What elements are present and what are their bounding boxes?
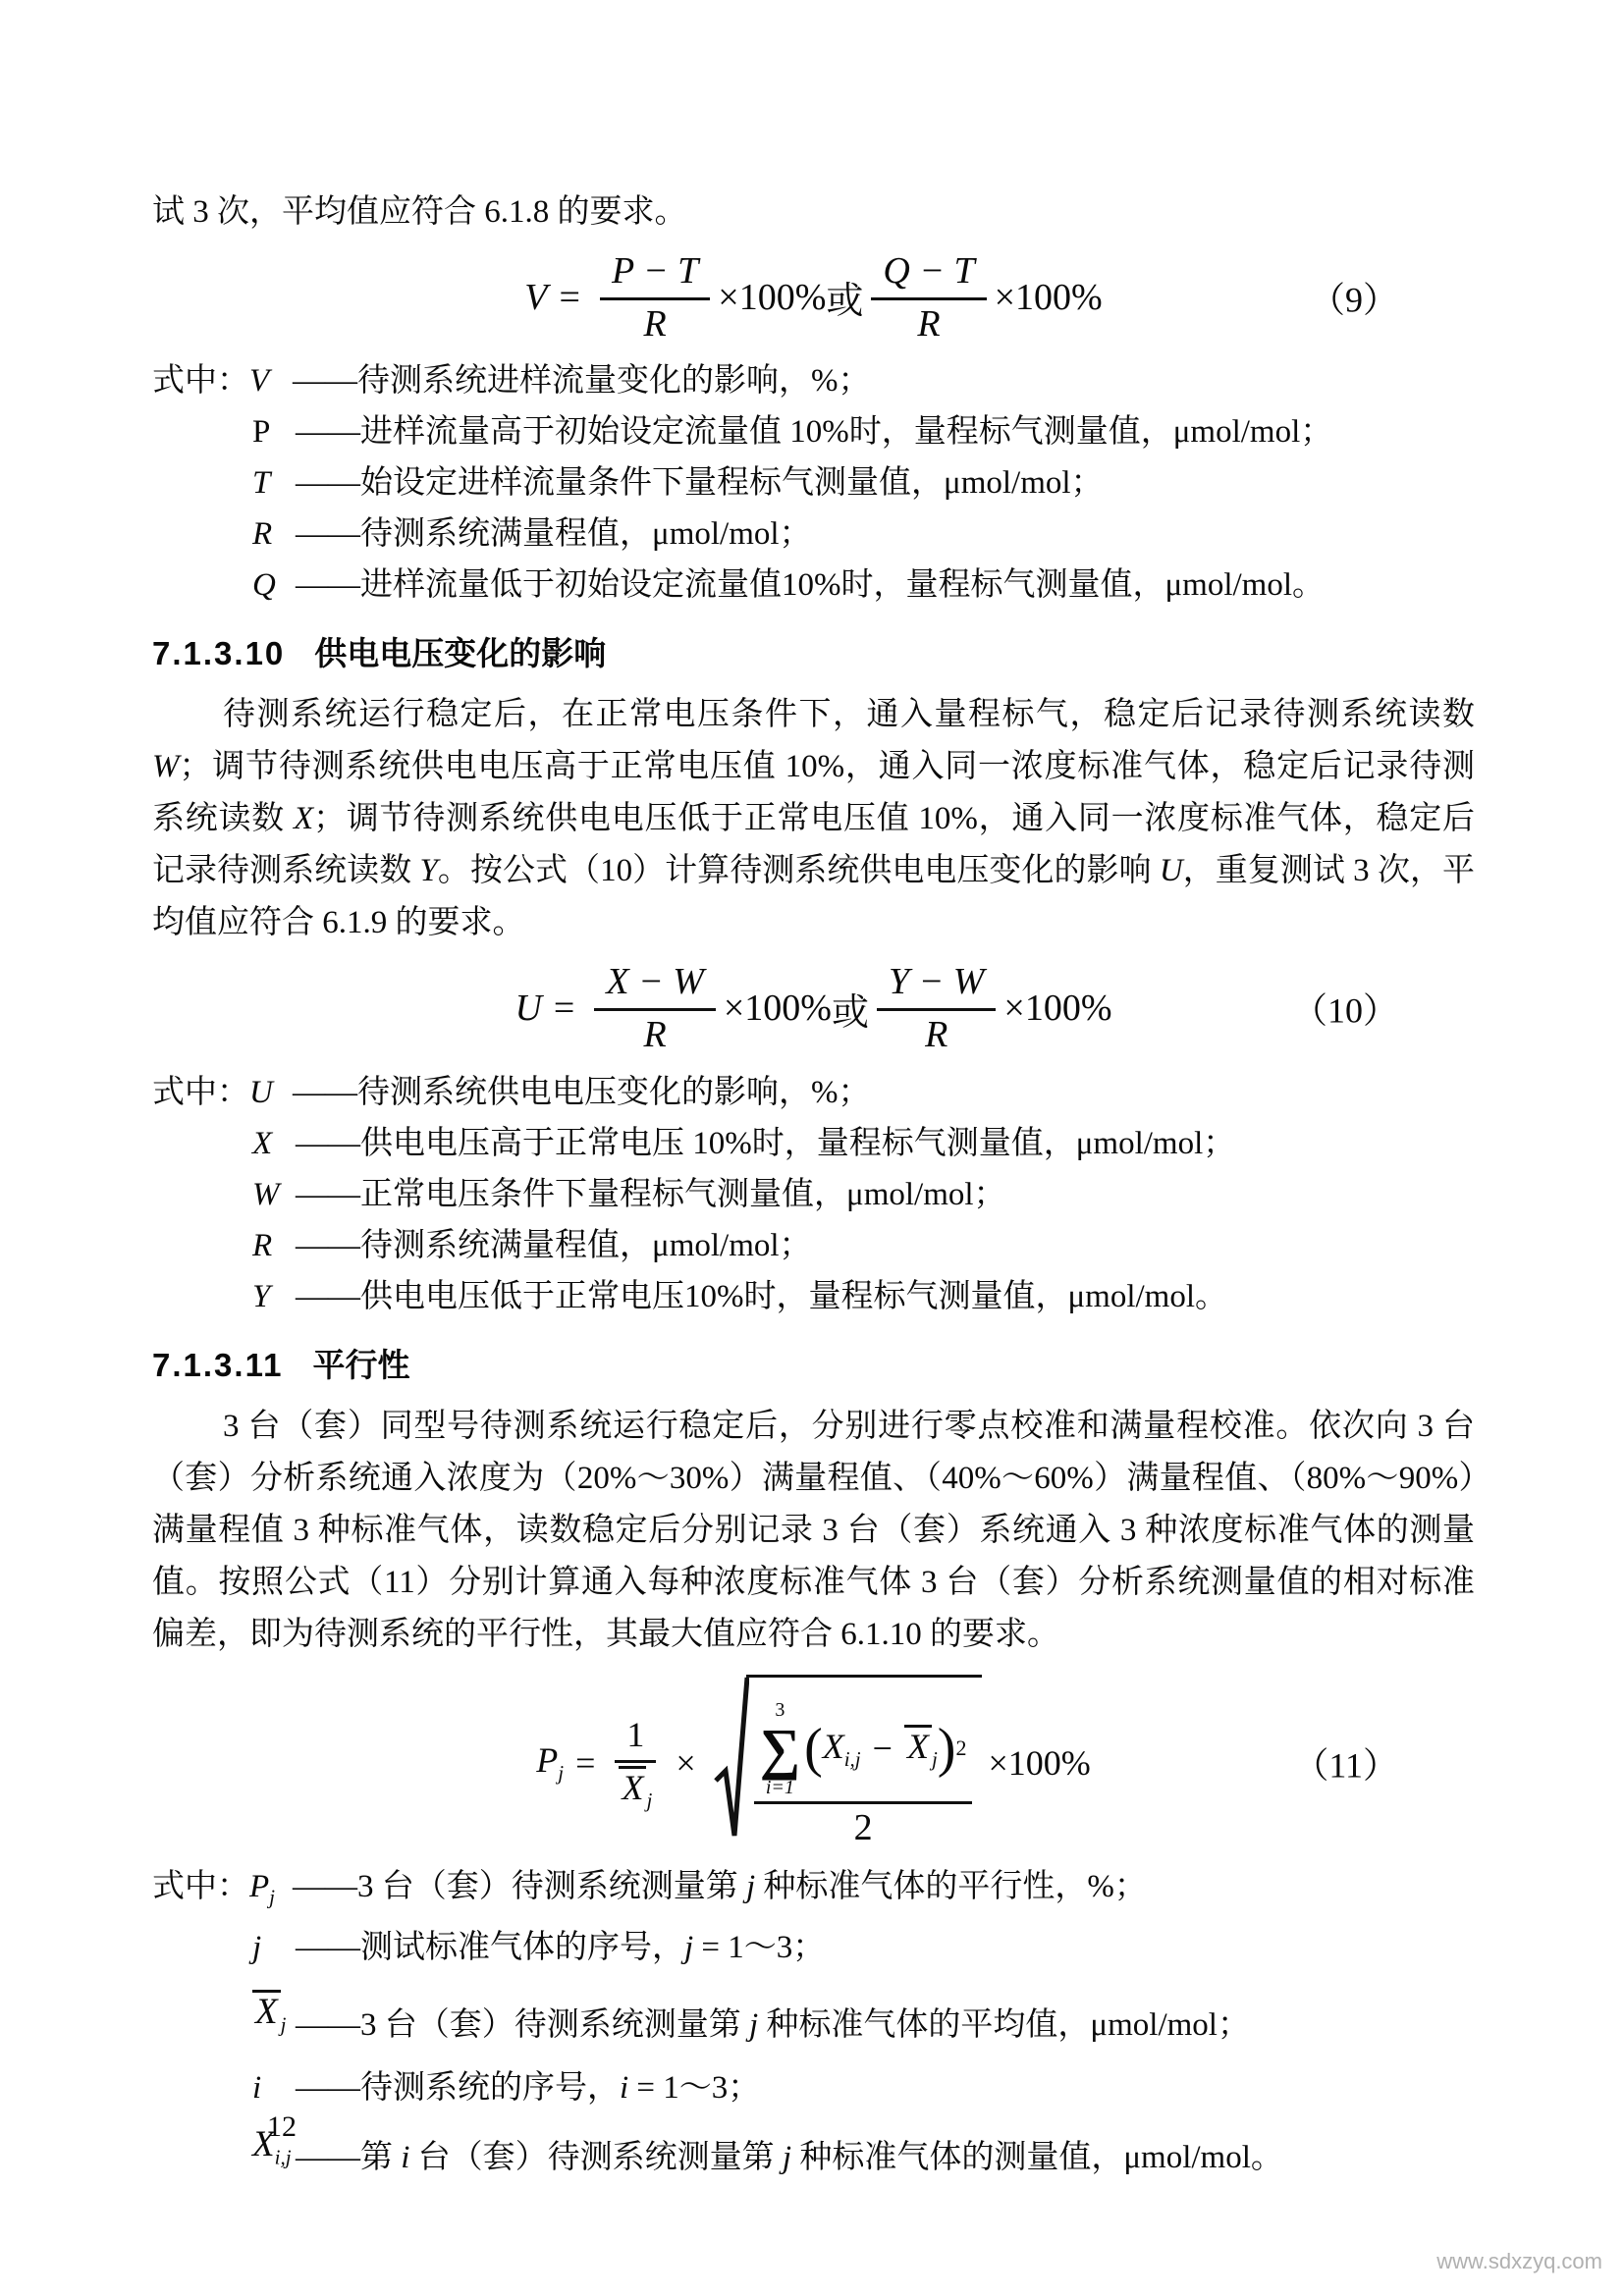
radicand [746,1675,983,1851]
def-description: ——测试标准气体的序号，j = 1～3； [296,1930,826,1966]
fraction-denominator: R [917,302,941,345]
fraction-numerator: X − W [594,959,716,1011]
def-description: ——待测系统满量程值，μmol/mol； [296,516,812,553]
def-term: R [252,516,273,553]
square-root [714,1675,983,1851]
def-term-X-bar-j: X $_j$ [252,1987,296,2050]
radicand-numerator [754,1700,973,1804]
definition-row [152,1922,1475,1973]
def-term-P-j: $P_j$ [249,1868,276,1909]
fraction [877,959,996,1056]
def-description: ——始设定进样流量条件下量程标气测量值，μmol/mol； [296,465,1104,502]
def-prefix: 式中： [152,363,249,400]
def-prefix: 式中： [152,1074,249,1110]
paragraph-voltage-test: 待测系统运行稳定后，在正常电压条件下，通入量程标气，稳定后记录待测系统读数 W；调节待测系统供电电压高于正常电压值 10%，通入同一浓度标准气体，稳定后记录待测系统读数 X；调节待测系统供电电压低于正常电压值 10%，通入同一浓度标准气体，稳定后记录待测系统读数 Y。按公式（10）计算待测系统供电电压变化的影响 U，重复测试 3 次，平均值应符合 6.1.9 的要求。 [152,697,1476,941]
fraction [600,248,710,346]
equation-number: （10） [1291,990,1398,1031]
page-number: 12 [267,2110,297,2143]
definition-row [152,560,1475,611]
x-bar: X [619,1766,646,1807]
def-description: ——3 台（套）待测系统测量第 j 种标准气体的平均值，μmol/mol； [296,2007,1250,2044]
definition-row [152,2062,1475,2113]
sum-upper-limit: 3 [775,1698,785,1721]
def-term: T [252,465,271,502]
equals-sign: = [575,1742,596,1783]
def-term: V [249,363,270,400]
var-U: U [514,988,542,1030]
def-term: Q [252,567,276,604]
equals-sign: = [559,276,580,318]
definition-list-11 [152,1861,1475,2194]
var-X-i-j: $X_{i,j}$ [822,1726,861,1771]
def-prefix: 式中： [152,1868,249,1904]
radicand-denominator: 2 [853,1806,873,1848]
times-100-percent: ×100% [1003,988,1112,1030]
def-term: P [252,414,271,451]
def-term: R [252,1227,273,1263]
fraction-denominator: R [643,302,667,345]
x-bar: X [252,1990,281,2032]
times-100-percent: ×100% [988,1742,1091,1783]
equation-number: （9） [1309,280,1398,320]
times-100-percent: ×100% [723,988,832,1030]
definition-row [152,1992,1475,2061]
equation-10 [152,959,1475,1056]
definition-row [152,355,1475,406]
def-description: ——第 i 台（套）待测系统测量第 j 种标准气体的测量值，μmol/mol。 [296,2139,1283,2175]
radical-sign [714,1675,749,1843]
def-description: ——3 台（套）待测系统测量第 j 种标准气体的平行性，%； [293,1868,1147,1904]
fraction-numerator: Q − T [871,248,986,300]
fraction [594,959,716,1056]
or-word: 或 [831,991,869,1034]
watermark: www.sdxzyq.com [1436,2249,1602,2273]
definition-list-9 [152,355,1475,611]
var-P-sub-j: $P_j$ [536,1740,565,1786]
equation-11 [152,1675,1475,1851]
fraction-numerator: Y − W [877,959,996,1011]
fraction-1-over-xbar [615,1713,656,1812]
def-description: ——待测系统的序号，i = 1～3； [296,2069,761,2106]
times-100-percent: ×100% [718,276,827,318]
section-number: 7.1.3.11 [152,1346,284,1383]
def-term-i: i [252,2069,262,2106]
sigma-symbol: ∑ [759,1716,801,1781]
definition-row [152,457,1475,508]
open-paren: ( [804,1718,823,1780]
squared-deviation [804,1718,967,1780]
fraction-numerator: 1 [615,1713,656,1762]
equals-sign: = [553,988,575,1030]
equation-9 [152,248,1475,346]
equation-number: （11） [1293,1745,1398,1786]
section-heading-7-1-3-11 [152,1344,1475,1387]
section-title: 供电电压变化的影响 [314,635,607,672]
fraction-denominator: X $_j$ [619,1763,652,1812]
equation-9-body [524,248,1102,346]
exponent-2: 2 [955,1735,967,1761]
definition-row [152,1118,1475,1169]
minus-sign: − [872,1729,893,1769]
def-term-X-i-j: $X_{i,j}$ [252,2123,292,2169]
def-description: ——待测系统供电电压变化的影响，%； [293,1074,871,1110]
definition-row [152,1861,1475,1923]
def-description: ——进样流量低于初始设定流量值10%时，量程标气测量值，μmol/mol。 [296,567,1326,604]
def-term: W [252,1176,280,1212]
def-description: ——待测系统满量程值，μmol/mol； [296,1227,812,1263]
definition-list-10 [152,1067,1475,1322]
section-number: 7.1.3.10 [152,635,286,672]
var-V: V [524,276,548,318]
or-word: 或 [826,281,864,323]
equation-11-body [536,1675,1091,1851]
def-description: ——待测系统进样流量变化的影响，%； [293,363,871,400]
def-description: ——供电电压高于正常电压 10%时，量程标气测量值，μmol/mol； [296,1125,1236,1161]
fraction-numerator: P − T [600,248,710,300]
times-sign: × [676,1742,696,1783]
fraction-denominator: R [925,1014,948,1056]
def-term: U [249,1074,273,1110]
definition-row [152,1169,1475,1220]
times-100-percent: ×100% [994,276,1103,318]
definition-row [152,406,1475,457]
fraction [871,248,986,346]
equation-10-body [514,959,1111,1056]
x-bar: X [904,1725,932,1766]
var-X-bar-j: X $_j$ [904,1725,938,1772]
def-term: X [252,1125,273,1161]
def-term: Y [252,1278,271,1314]
definition-row [152,1067,1475,1118]
intro-line: 试 3 次，平均值应符合 6.1.8 的要求。 [152,194,687,230]
summation [760,1700,800,1797]
radicand-fraction [754,1700,973,1849]
close-paren: ) [937,1718,956,1780]
section-title: 平行性 [312,1346,410,1383]
section-heading-7-1-3-10 [152,632,1475,675]
definition-row [152,1220,1475,1271]
def-description: ——供电电压低于正常电压10%时，量程标气测量值，μmol/mol。 [296,1278,1228,1314]
sum-lower-limit: i=1 [765,1776,794,1798]
def-term-j: j [252,1930,262,1966]
def-description: ——进样流量高于初始设定流量值 10%时，量程标气测量值，μmol/mol； [296,414,1333,451]
definition-row [152,1271,1475,1322]
fraction-denominator: R [643,1014,667,1056]
def-description: ——正常电压条件下量程标气测量值，μmol/mol； [296,1176,1006,1212]
paragraph-parallelism: 3 台（套）同型号待测系统运行稳定后，分别进行零点校准和满量程校准。依次向 3 台（套）分析系统通入浓度为（20%～30%）满量程值、（40%～60%）满量程值、（80%～90%）满量程值 3 种标准气体，读数稳定后分别记录 3 台（套）系统通入 3 种浓度标准气体的测量值。按照公式（11）分别计算通入每种浓度标准气体 3 台（套）分析系统测量值的相对标准偏差，即为待测系统的平行性，其最大值应符合 6.1.10 的要求。 [152,1408,1475,1652]
definition-row [152,508,1475,560]
